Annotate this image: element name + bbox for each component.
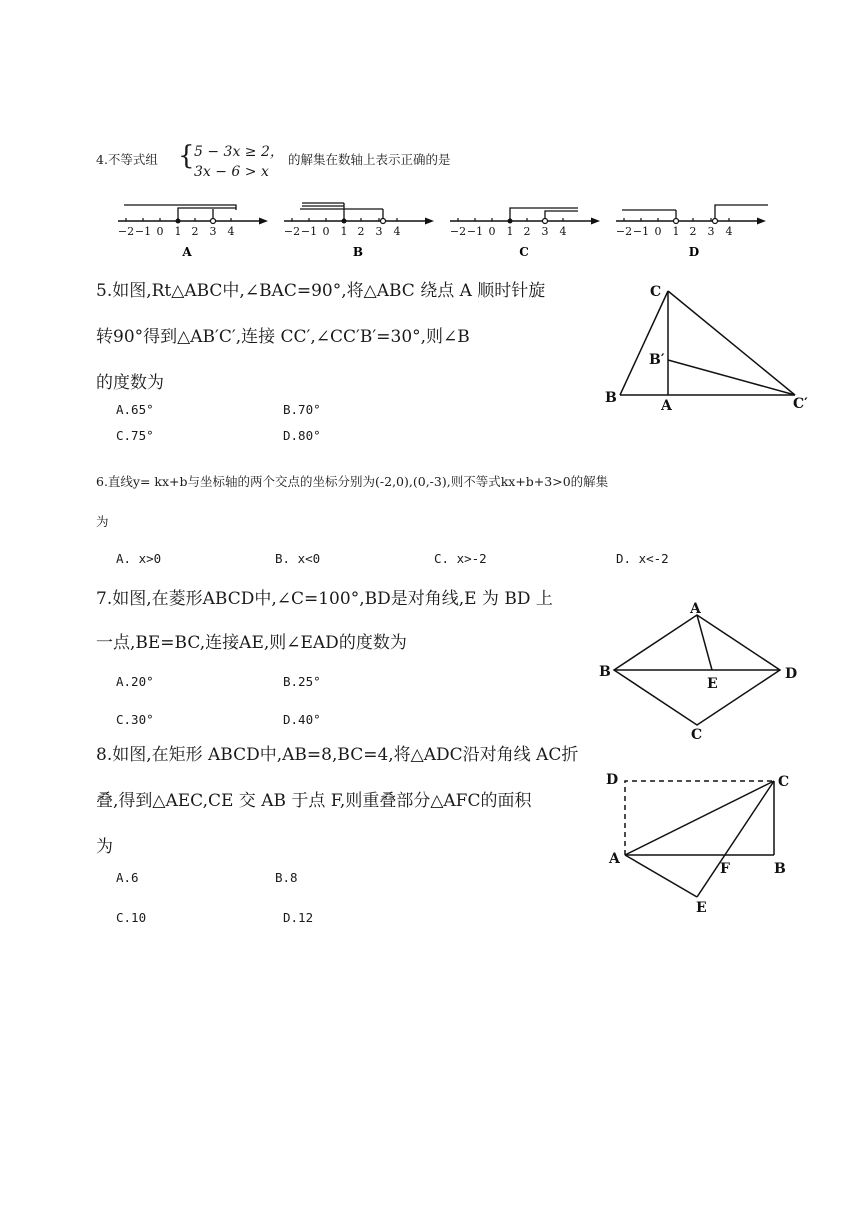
- tick-label: −1: [632, 225, 650, 238]
- q8-option-c: C.10: [116, 910, 147, 925]
- tick-label: −2: [283, 225, 301, 238]
- q6-text-line2: 为: [96, 514, 109, 529]
- q4-inequality-2: 3x − 6 > x: [194, 164, 269, 180]
- tick-label: 4: [393, 225, 401, 238]
- point-label-e: E: [707, 676, 718, 692]
- q6-option-d: D. x<-2: [616, 551, 669, 566]
- tick-label: 0: [654, 225, 662, 238]
- tick-label: −2: [449, 225, 467, 238]
- q7-option-a: A.20°: [116, 674, 154, 689]
- q8-option-d: D.12: [283, 910, 314, 925]
- q7-text-line1: 7.如图,在菱形ABCD中,∠C=100°,BD是对角线,E 为 BD 上: [96, 589, 553, 609]
- vertex-label-c: C: [778, 774, 790, 790]
- tick-label: 0: [488, 225, 496, 238]
- q4-brace: {: [178, 141, 195, 171]
- tick-label: 0: [322, 225, 330, 238]
- vertex-label-d: D: [785, 666, 798, 682]
- vertex-label-c: C: [691, 727, 703, 743]
- q5-option-a: A.65°: [116, 402, 154, 417]
- vertex-label-b: B: [774, 861, 786, 877]
- q5-figure-triangle: [600, 280, 820, 420]
- q5-option-b: B.70°: [283, 402, 321, 417]
- number-line-b: [280, 198, 440, 262]
- tick-label: −2: [117, 225, 135, 238]
- vertex-label-c: C: [650, 284, 662, 300]
- number-line-a: [114, 198, 274, 262]
- tick-label: 4: [725, 225, 733, 238]
- tick-label: 1: [340, 225, 348, 238]
- tick-label: 1: [174, 225, 182, 238]
- tick-label: 4: [227, 225, 235, 238]
- q5-text-line3: 的度数为: [96, 373, 164, 393]
- q8-figure-rectangle-fold: [600, 764, 810, 914]
- vertex-label-a: A: [609, 851, 620, 867]
- q8-option-a: A.6: [116, 870, 139, 885]
- vertex-label-b: B: [599, 664, 611, 680]
- q7-figure-rhombus: [594, 596, 810, 746]
- tick-label: 3: [375, 225, 383, 238]
- q7-option-b: B.25°: [283, 674, 321, 689]
- tick-label: 3: [209, 225, 217, 238]
- vertex-label-c-prime: C′: [793, 396, 808, 412]
- q4-inequality-1: 5 − 3x ≥ 2，: [194, 144, 284, 160]
- q6-option-b: B. x<0: [275, 551, 321, 566]
- q5-text-line1: 5.如图,Rt△ABC中,∠BAC=90°,将△ABC 绕点 A 顺时针旋: [96, 281, 546, 301]
- tick-label: −1: [300, 225, 318, 238]
- tick-label: 2: [689, 225, 697, 238]
- tick-label: 1: [506, 225, 514, 238]
- vertex-label-d: D: [606, 772, 619, 788]
- q8-option-b: B.8: [275, 870, 298, 885]
- number-line-d: [612, 198, 772, 262]
- tick-label: 2: [191, 225, 199, 238]
- vertex-label-a: A: [661, 398, 672, 414]
- q8-text-line3: 为: [96, 837, 113, 857]
- q7-option-c: C.30°: [116, 712, 154, 727]
- tick-label: 3: [707, 225, 715, 238]
- option-label-a: A: [182, 245, 192, 259]
- q6-text-line1: 6.直线y= kx+b与坐标轴的两个交点的坐标分别为(-2,0),(0,-3),则不等式kx+b+3>0的解集: [96, 474, 609, 489]
- q7-text-line2: 一点,BE=BC,连接AE,则∠EAD的度数为: [96, 633, 407, 653]
- q6-option-c: C. x>-2: [434, 551, 487, 566]
- vertex-label-b: B: [605, 390, 617, 406]
- q4-suffix: 的解集在数轴上表示正确的是: [288, 152, 451, 167]
- q8-text-line1: 8.如图,在矩形 ABCD中,AB=8,BC=4,将△ADC沿对角线 AC折: [96, 745, 579, 765]
- q8-text-line2: 叠,得到△AEC,CE 交 AB 于点 F,则重叠部分△AFC的面积: [96, 791, 532, 811]
- option-label-b: B: [352, 245, 364, 259]
- q5-option-d: D.80°: [283, 428, 321, 443]
- option-label-d: D: [688, 245, 700, 259]
- tick-label: −2: [615, 225, 633, 238]
- tick-label: 4: [559, 225, 567, 238]
- tick-label: −1: [466, 225, 484, 238]
- point-label-e: E: [696, 900, 707, 914]
- q5-text-line2: 转90°得到△AB′C′,连接 CC′,∠CC′B′=30°,则∠B: [96, 327, 470, 347]
- point-label-f: F: [720, 861, 730, 877]
- tick-label: −1: [134, 225, 152, 238]
- tick-label: 1: [672, 225, 680, 238]
- q5-option-c: C.75°: [116, 428, 154, 443]
- vertex-label-a: A: [690, 601, 701, 617]
- tick-label: 2: [357, 225, 365, 238]
- q4-prefix: 4.不等式组: [96, 152, 158, 167]
- tick-label: 2: [523, 225, 531, 238]
- tick-label: 3: [541, 225, 549, 238]
- vertex-label-b-prime: B′: [649, 352, 665, 368]
- number-line-c: [446, 198, 606, 262]
- option-label-c: C: [519, 245, 529, 259]
- q6-option-a: A. x>0: [116, 551, 162, 566]
- q7-option-d: D.40°: [283, 712, 321, 727]
- tick-label: 0: [156, 225, 164, 238]
